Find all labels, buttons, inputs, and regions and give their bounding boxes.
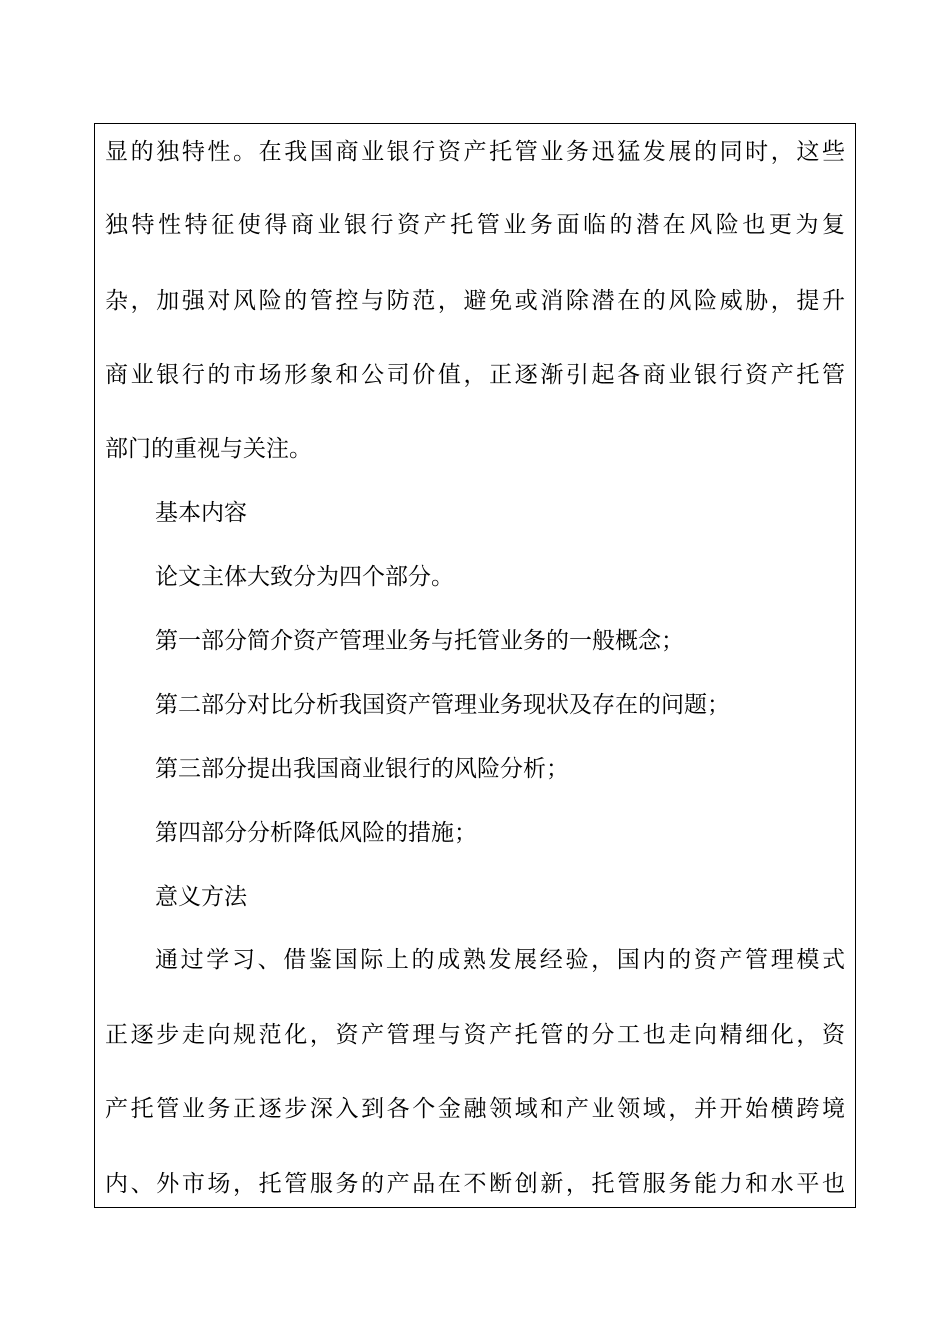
section-heading: 意义方法 [155, 884, 247, 910]
section-heading: 基本内容 [155, 500, 247, 526]
paragraph-line: 内、外市场，托管服务的产品在不断创新，托管服务能力和水平也 [105, 1171, 845, 1197]
paragraph-line: 正逐步走向规范化，资产管理与资产托管的分工也走向精细化，资 [105, 1022, 845, 1048]
paragraph-line: 杂，加强对风险的管控与防范，避免或消除潜在的风险威胁，提升 [105, 288, 845, 314]
paragraph-line: 商业银行的市场形象和公司价值，正逐渐引起各商业银行资产托管 [105, 362, 845, 388]
paragraph-line: 通过学习、借鉴国际上的成熟发展经验，国内的资产管理模式 [155, 947, 845, 973]
paragraph-line: 独特性特征使得商业银行资产托管业务面临的潜在风险也更为复 [105, 212, 845, 238]
list-item: 第四部分分析降低风险的措施； [155, 820, 477, 846]
list-item: 第二部分对比分析我国资产管理业务现状及存在的问题； [155, 692, 730, 718]
list-item: 第三部分提出我国商业银行的风险分析； [155, 756, 569, 782]
paragraph-line: 论文主体大致分为四个部分。 [155, 564, 454, 590]
list-item: 第一部分简介资产管理业务与托管业务的一般概念； [155, 628, 684, 654]
paragraph-line: 产托管业务正逐步深入到各个金融领域和产业领域，并开始横跨境 [105, 1096, 845, 1122]
paragraph-line: 部门的重视与关注。 [105, 436, 312, 462]
paragraph-line: 显的独特性。在我国商业银行资产托管业务迅猛发展的同时，这些 [105, 139, 845, 165]
document-frame [94, 123, 856, 1208]
